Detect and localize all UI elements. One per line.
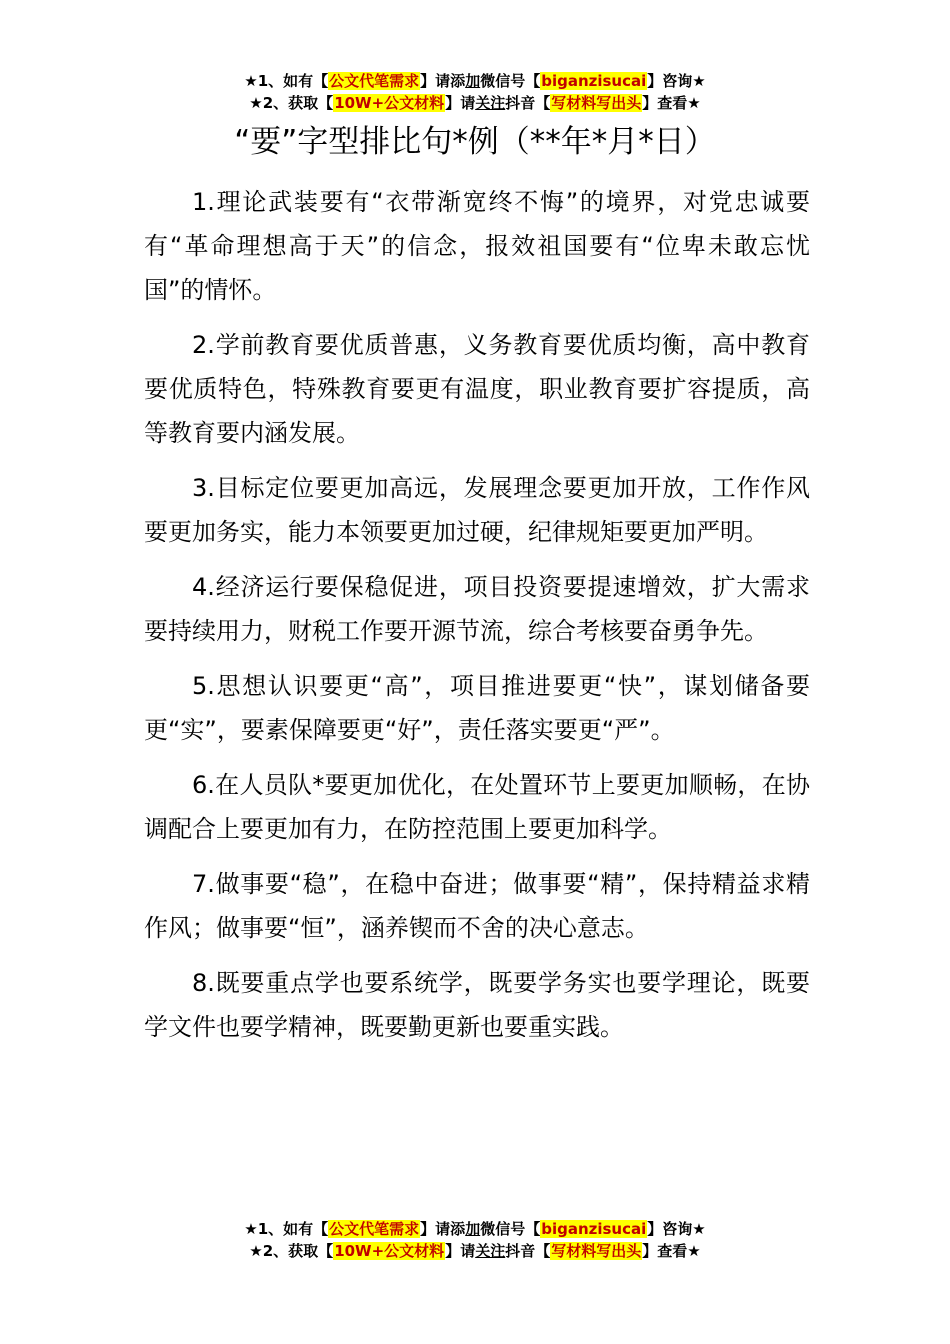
highlight-douyin: 写材料写出头: [551, 1242, 642, 1260]
highlight-wechat-id: biganzisucai: [541, 1220, 647, 1238]
paragraph-7: 7.做事要“稳”，在稳中奋进；做事要“精”，保持精益求精作风；做事要“恒”，涵养锲而不舍的决心意志。: [144, 870, 810, 942]
highlight-ghostwriting: 公文代笔需求: [329, 1220, 420, 1238]
highlight-materials: 10W+公文材料: [334, 94, 445, 112]
document-body: [144, 180, 810, 1060]
paragraph-8: 8.既要重点学也要系统学，既要学务实也要学理论，既要学文件也要学精神，既要勤更新也要重实践。: [144, 969, 810, 1041]
header-banner: [0, 70, 950, 114]
banner-line-2: ★2、获取【10W+公文材料】请关注抖音【写材料写出头】查看★: [249, 1242, 701, 1260]
paragraph-3: 3.目标定位要更加高远，发展理念要更加开放，工作作风要更加务实，能力本领要更加过硬，纪律规矩要更加严明。: [144, 474, 810, 546]
footer-banner: [0, 1218, 950, 1262]
paragraph-4: 4.经济运行要保稳促进，项目投资要提速增效，扩大需求要持续用力，财税工作要开源节流，综合考核要奋勇争先。: [144, 573, 810, 645]
highlight-ghostwriting: 公文代笔需求: [329, 72, 420, 90]
paragraph-2: 2.学前教育要优质普惠，义务教育要优质均衡，高中教育要优质特色，特殊教育要更有温度，职业教育要扩容提质，高等教育要内涵发展。: [144, 331, 810, 447]
paragraph-1: 1.理论武装要有“衣带渐宽终不悔”的境界，对党忠诚要有“革命理想高于天”的信念，报效祖国要有“位卑未敢忘忧国”的情怀。: [144, 188, 810, 304]
banner-line-1: ★1、如有【公文代笔需求】请添加微信号【biganzisucai】咨询★: [244, 72, 706, 90]
document-title: “要”字型排比句*例（**年*月*日）: [234, 124, 716, 160]
highlight-douyin: 写材料写出头: [551, 94, 642, 112]
highlight-wechat-id: biganzisucai: [541, 72, 647, 90]
paragraph-6: 6.在人员队*要更加优化，在处置环节上要更加顺畅，在协调配合上要更加有力，在防控范围上要更加科学。: [144, 771, 810, 843]
banner-line-1: ★1、如有【公文代笔需求】请添加微信号【biganzisucai】咨询★: [244, 1220, 706, 1238]
paragraph-5: 5.思想认识要更“高”，项目推进要更“快”，谋划储备要更“实”，要素保障要更“好”，责任落实要更“严”。: [144, 672, 810, 744]
highlight-materials: 10W+公文材料: [334, 1242, 445, 1260]
banner-line-2: ★2、获取【10W+公文材料】请关注抖音【写材料写出头】查看★: [249, 94, 701, 112]
